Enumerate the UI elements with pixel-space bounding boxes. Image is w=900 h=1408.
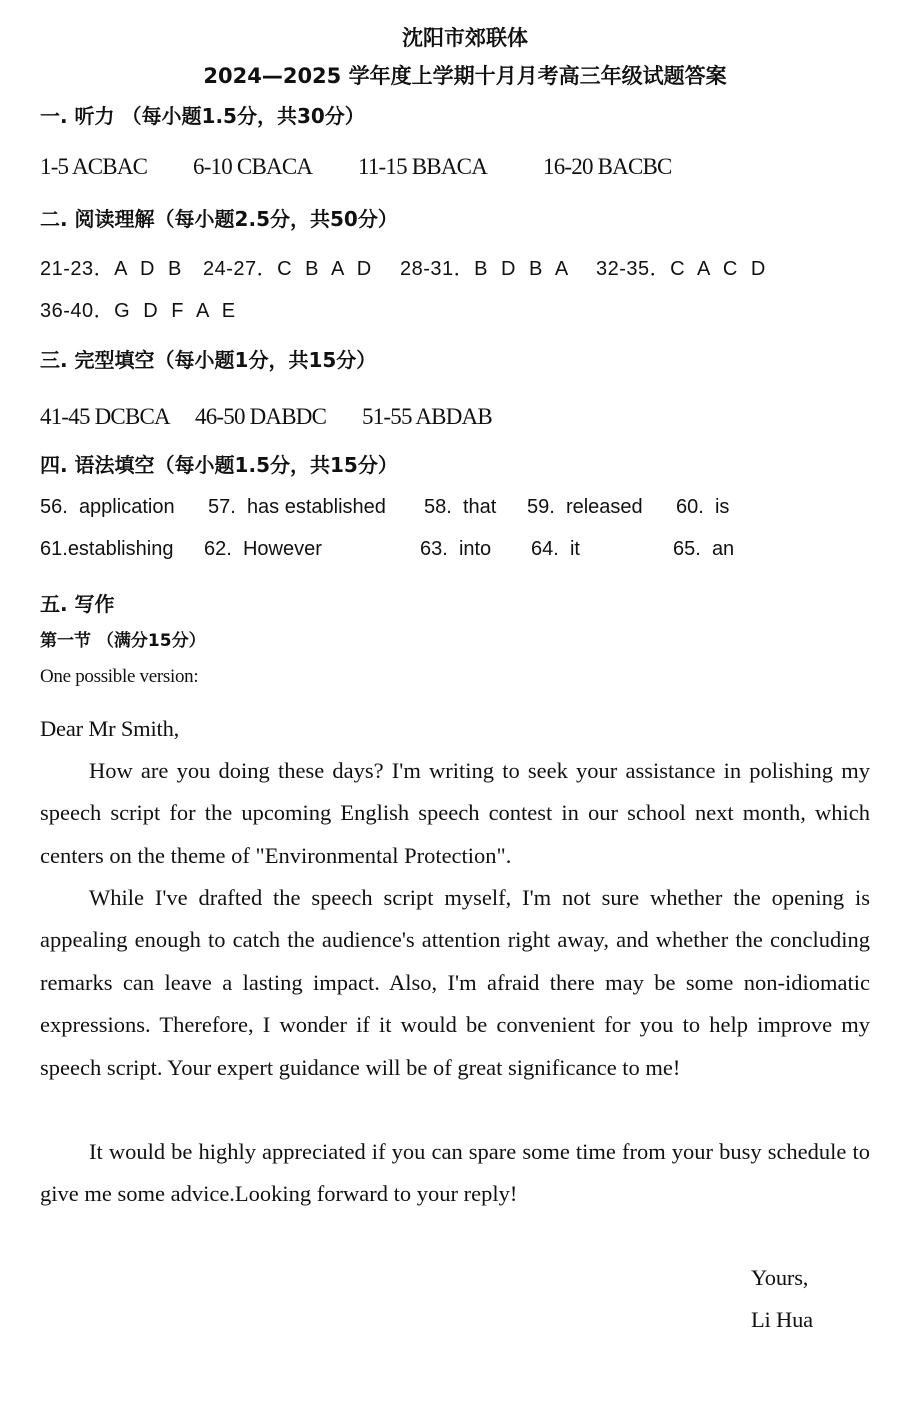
grammar-answer [204, 538, 322, 561]
answer-letters: C B A D [277, 258, 376, 280]
answer-word: application [78, 496, 175, 518]
answer-number: 65. [673, 538, 701, 560]
answer-number: 60. [676, 496, 704, 518]
letter-paragraph [40, 1131, 870, 1216]
section-heading-reading: 二. 阅读理解（每小题2.5分，共50分） [40, 207, 398, 231]
answer-group [195, 404, 326, 430]
letter-paragraph-text: How are you doing these days? I'm writing to seek your assistance in polishing my speech script for the upcoming English speech contest in our school next month, which centers on the theme of "Environmental Protection". [40, 758, 870, 868]
answer-number: 64. [531, 538, 559, 560]
answer-range: 36-40． [40, 300, 115, 322]
answer-word: establishing [67, 538, 174, 560]
answer-group [203, 252, 375, 281]
answer-word: into [458, 538, 492, 560]
answer-range: 24-27． [203, 258, 278, 280]
grammar-answer [208, 496, 386, 519]
answer-group [40, 294, 239, 323]
grammar-answer [527, 496, 643, 519]
answer-range: 21-23． [40, 258, 115, 280]
letter-paragraph [40, 877, 870, 1089]
writing-part-heading: 第一节 （满分15分） [40, 631, 206, 651]
answer-letters: B D B A [474, 258, 573, 280]
answer-group [40, 252, 185, 281]
answer-range: 6-10 [193, 154, 232, 179]
grammar-answer [424, 496, 496, 519]
answer-letters: C A C D [670, 258, 770, 280]
answer-group [400, 252, 572, 281]
answer-word: has established [246, 496, 386, 518]
answer-word: an [711, 538, 735, 560]
answer-word: released [565, 496, 643, 518]
answer-group [193, 154, 312, 180]
answer-number: 56. [40, 496, 68, 518]
answer-letters: DABDC [249, 404, 327, 429]
answer-group [362, 404, 492, 430]
answer-range: 41-45 [40, 404, 90, 429]
answer-letters: G D F A E [114, 300, 240, 322]
answer-letters: BACBC [597, 154, 672, 179]
answer-letters: ACBAC [71, 154, 148, 179]
answer-letters: CBACA [236, 154, 313, 179]
letter-paragraph [40, 750, 870, 877]
answer-number: 61. [40, 538, 68, 560]
answer-range: 16-20 [543, 154, 593, 179]
section-heading-listening: 一. 听力 （每小题1.5分，共30分） [40, 104, 365, 128]
letter-closing: Yours, [751, 1265, 809, 1290]
letter-salutation: Dear Mr Smith, [40, 716, 180, 741]
answer-letters: DCBCA [94, 404, 170, 429]
grammar-answer [673, 538, 734, 561]
answer-word: However [242, 538, 322, 560]
answer-range: 51-55 [362, 404, 412, 429]
answer-word: that [462, 496, 497, 518]
answer-word: is [714, 496, 730, 518]
answer-range: 46-50 [195, 404, 245, 429]
grammar-answer [676, 496, 729, 519]
letter-paragraph-text: It would be highly appreciated if you can spare some time from your busy schedule to give me some advice.Looking forward to your reply! [40, 1139, 870, 1207]
answer-group [40, 154, 147, 180]
answer-range: 32-35． [596, 258, 671, 280]
version-label: One possible version: [40, 666, 199, 687]
answer-word: it [569, 538, 580, 560]
answer-number: 58. [424, 496, 452, 518]
answer-number: 59. [527, 496, 555, 518]
answer-group [358, 154, 487, 180]
section-heading-writing: 五. 写作 [40, 592, 115, 616]
document-title: 沈阳市郊联体 [402, 26, 528, 50]
section-heading-cloze: 三. 完型填空（每小题1分，共15分） [40, 348, 377, 372]
section-heading-grammar: 四. 语法填空（每小题1.5分，共15分） [40, 453, 398, 477]
grammar-answer [420, 538, 491, 561]
answer-range: 1-5 [40, 154, 69, 179]
grammar-answer [40, 538, 173, 561]
answer-group [596, 252, 769, 281]
answer-range: 11-15 [358, 154, 407, 179]
answer-letters: ABDAB [415, 404, 492, 429]
answer-letters: BBACA [411, 154, 488, 179]
grammar-answer [531, 538, 580, 561]
letter-paragraph-text: While I've drafted the speech script myself, I'm not sure whether the opening is appealing enough to catch the audience's attention right away, and whether the concluding remarks can leave a lasting impact. Also, I'm afraid there may be some non-idiomatic expressions. Therefore, I wonder if it would be convenient for you to help improve my speech script. Your expert guidance will be of great significance to me! [40, 885, 870, 1080]
answer-range: 28-31． [400, 258, 475, 280]
answer-number: 63. [420, 538, 448, 560]
answer-letters: A D B [114, 258, 186, 280]
document-subtitle: 2024—2025 学年度上学期十月月考高三年级试题答案 [203, 64, 727, 88]
answer-group [40, 404, 170, 430]
grammar-answer [40, 496, 175, 519]
answer-number: 62. [204, 538, 232, 560]
answer-group [543, 154, 672, 180]
letter-signature: Li Hua [751, 1307, 813, 1332]
answer-number: 57. [208, 496, 236, 518]
